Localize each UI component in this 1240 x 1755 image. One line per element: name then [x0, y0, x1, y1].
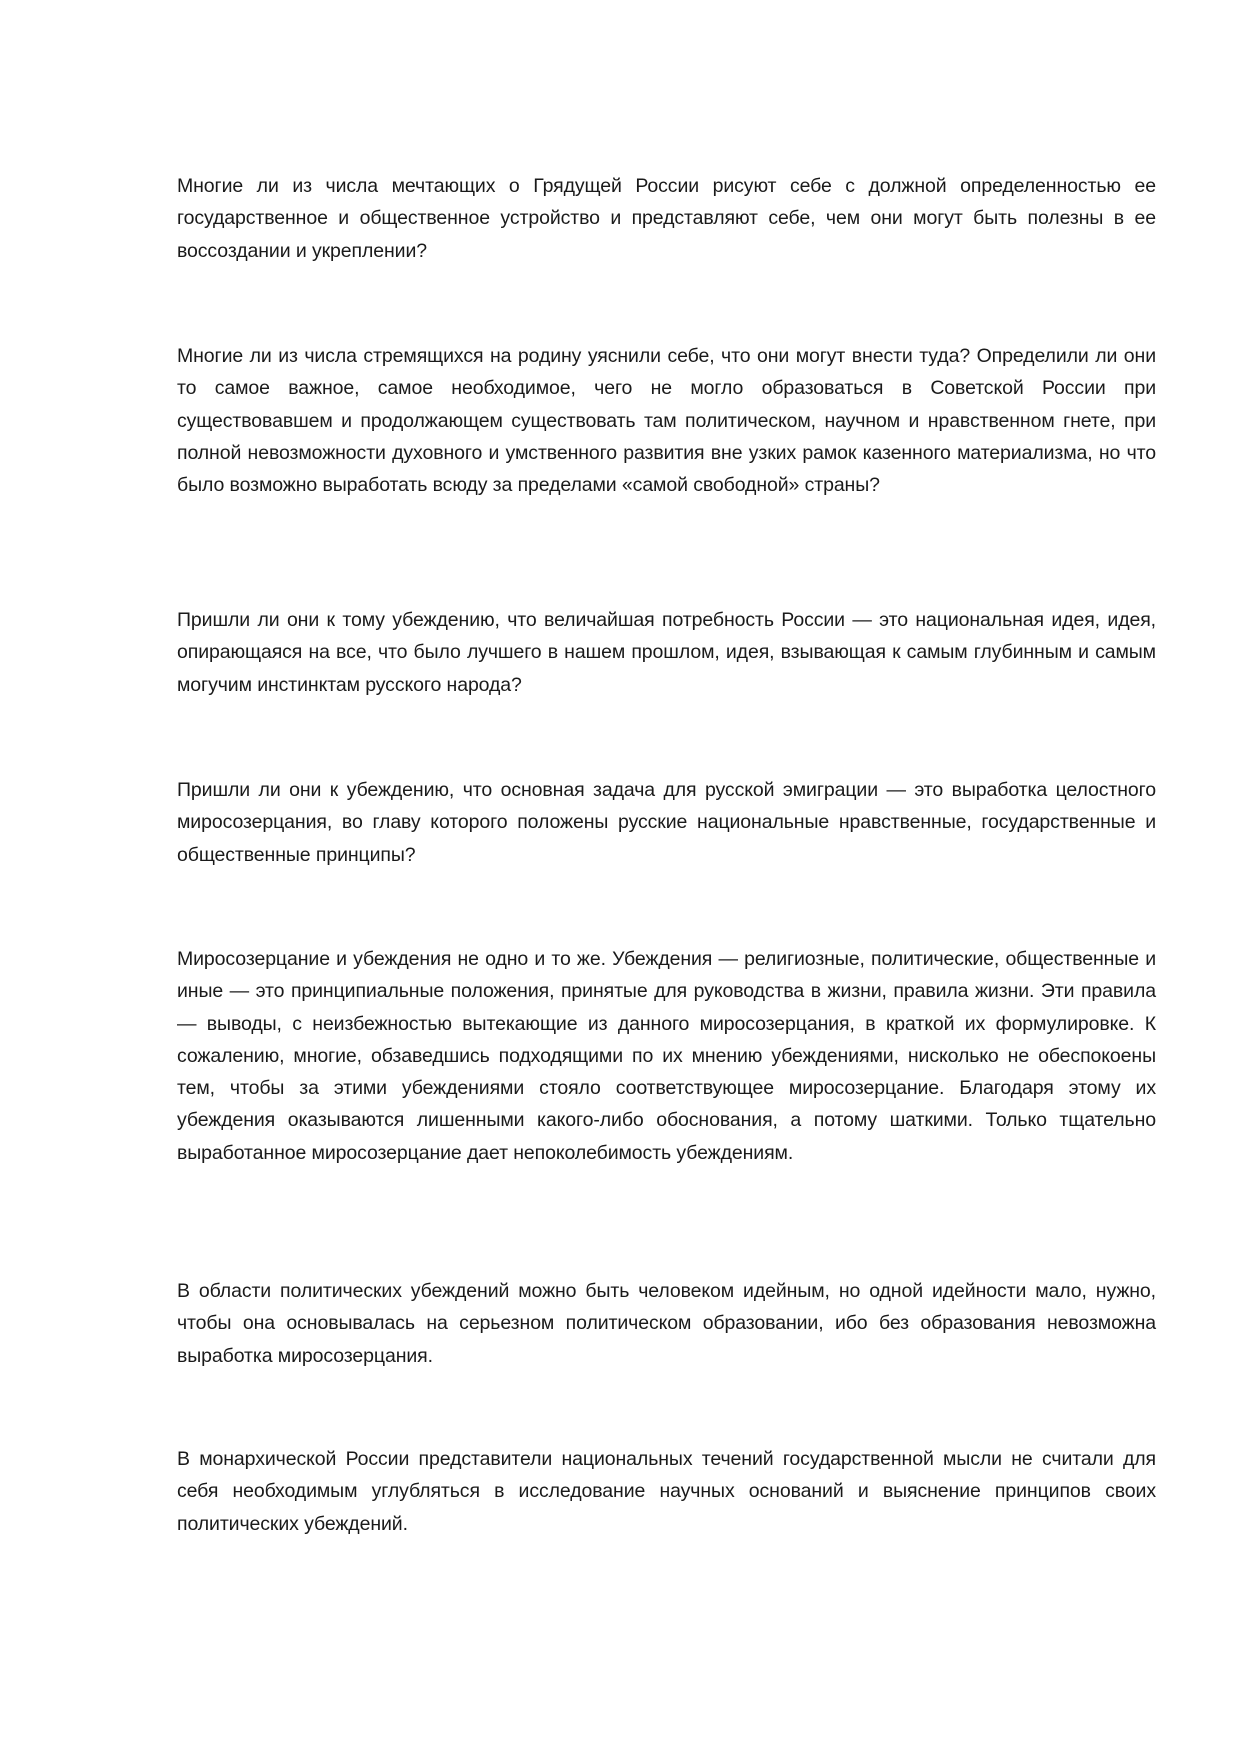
paragraph-7: В монархической России представители национальных течений государственной мысли не считали для себя необходимым углубляться в исследование научных оснований и выяснение принципов своих политических убеждений.	[177, 1448, 1156, 1535]
paragraph-6: В области политических убеждений можно быть человеком идейным, но одной идейности мало, нужно, чтобы она основывалась на серьезном политическом образовании, ибо без образования невозможна выработка миросозерцания.	[177, 1280, 1156, 1367]
paragraph-2: Многие ли из числа стремящихся на родину уяснили себе, что они могут внести туда? Определили ли они то самое важное, самое необходимое, чего не могло образоваться в Советской России при существовавшем и продолжающем существовать там политическом, научном и нравственном гнете, при полной невозможности духовного и умственного развития вне узких рамок казенного материализма, но что было возможно выработать всюду за пределами «самой свободной» страны?	[177, 345, 1156, 497]
paragraph-4: Пришли ли они к убеждению, что основная задача для русской эмиграции — это выработка целостного миросозерцания, во главу которого положены русские национальные нравственные, государственные и общественные принципы?	[177, 779, 1156, 866]
paragraph-5: Миросозерцание и убеждения не одно и то же. Убеждения — религиозные, политические, общественные и иные — это принципиальные положения, принятые для руководства в жизни, правила жизни. Эти правила — выводы, с неизбежностью вытекающие из данного миросозерцания, в краткой их формулировке. К сожалению, многие, обзаведшись подходящими по их мнению убеждениями, нисколько не обеспокоены тем, чтобы за этими убеждениями стояло соответствующее миросозерцание. Благодаря этому их убеждения оказываются лишенными какого-либо обоснования, а потому шаткими. Только тщательно выработанное миросозерцание дает непоколебимость убеждениям.	[177, 948, 1156, 1164]
paragraph-1: Многие ли из числа мечтающих о Грядущей России рисуют себе с должной определенностью ее государственное и общественное устройство и представляют себе, чем они могут быть полезны в ее воссоздании и укреплении?	[177, 175, 1156, 262]
paragraph-3: Пришли ли они к тому убеждению, что величайшая потребность России — это национальная идея, идея, опирающаяся на все, что было лучшего в нашем прошлом, идея, взывающая к самым глубинным и самым могучим инстинктам русского народа?	[177, 609, 1156, 696]
